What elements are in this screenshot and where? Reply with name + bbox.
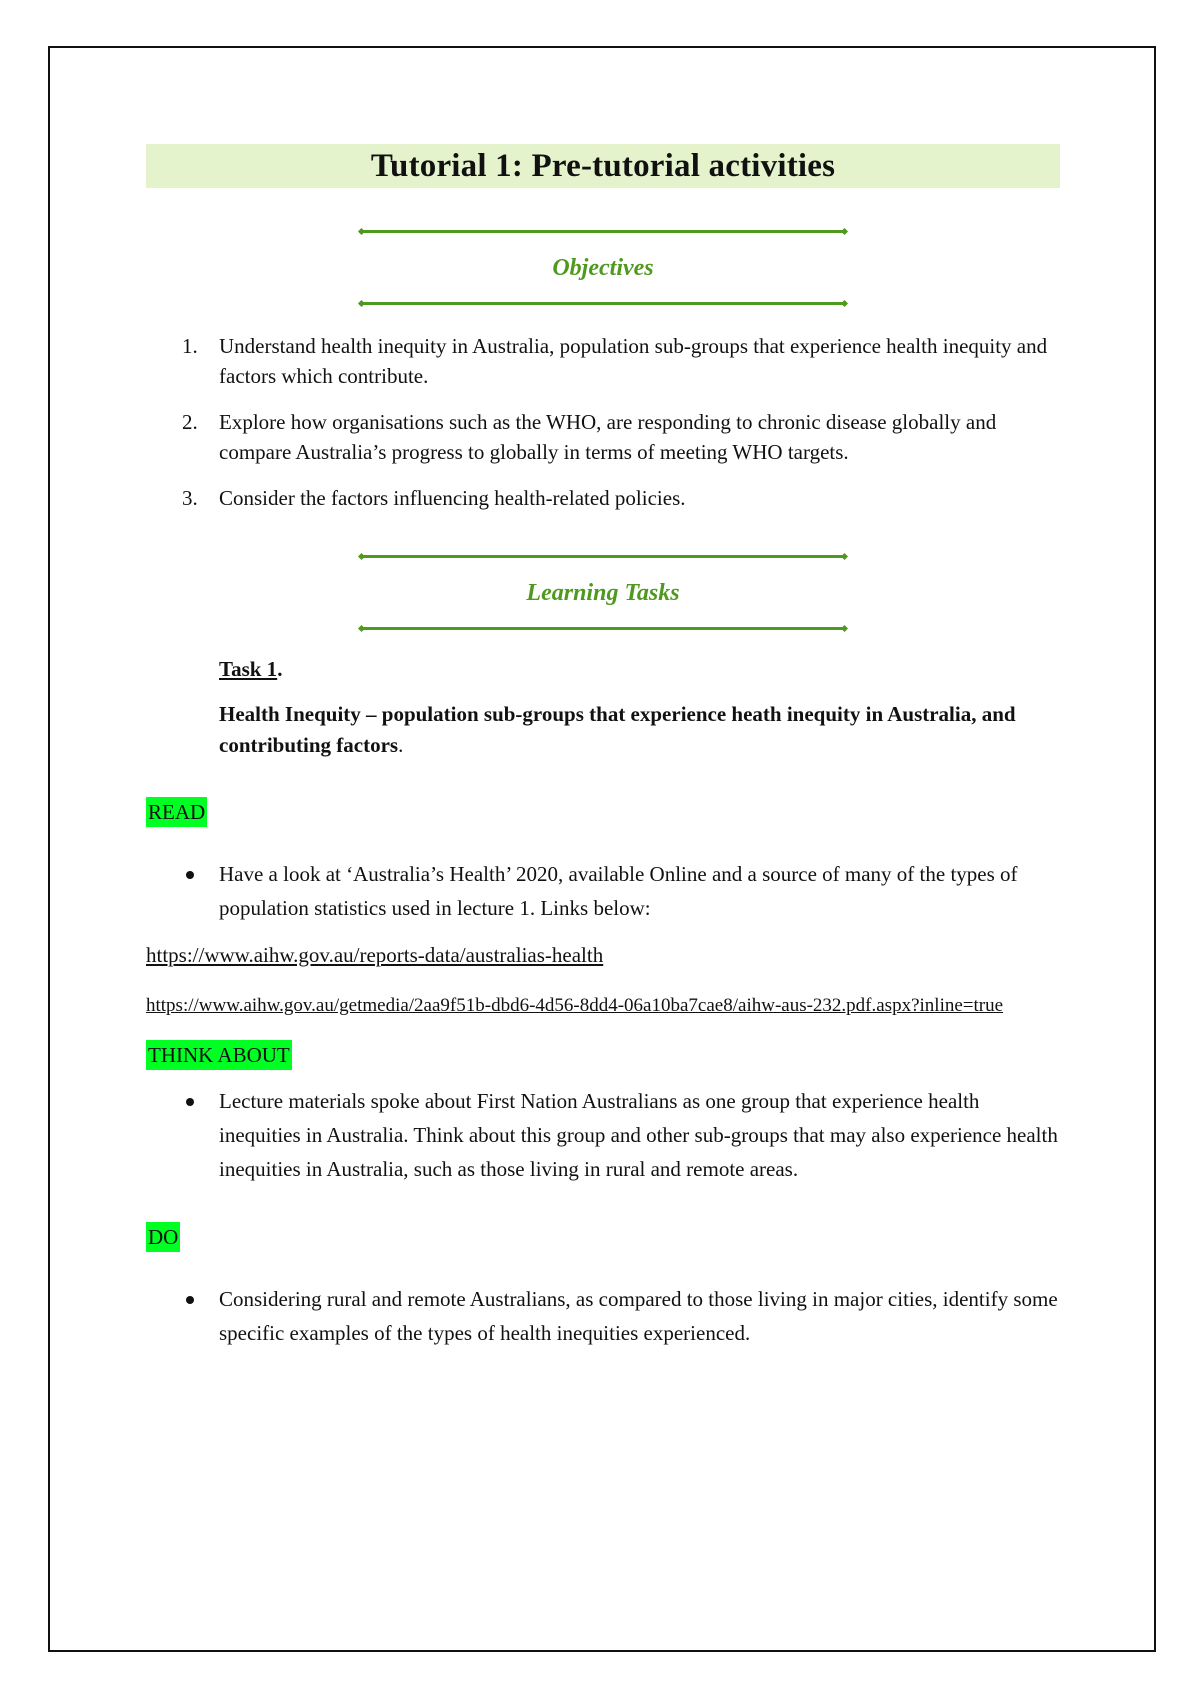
do-bullet [146, 1282, 1060, 1350]
item-text: Explore how organisations such as the WHO, are responding to chronic disease globally and compare Australia’s progress to globally in terms of meeting WHO targets. [219, 410, 997, 464]
do-section [146, 1222, 1060, 1350]
item-number: 2. [182, 410, 198, 434]
task-1-block [219, 654, 1060, 761]
page-title: Tutorial 1: Pre-tutorial activities [370, 147, 836, 184]
learning-tasks-heading: Learning Tasks [526, 580, 680, 606]
task-label-suffix: . [277, 657, 283, 681]
task-label: Task 1 [219, 657, 278, 681]
document-content [146, 144, 1060, 1350]
read-bullet [146, 857, 1060, 925]
objectives-header [361, 230, 845, 305]
think-bullet [146, 1084, 1060, 1186]
divider-bottom [361, 627, 845, 630]
do-tag: DO [146, 1222, 180, 1252]
link-row [146, 941, 1060, 969]
item-text: Consider the factors influencing health-related policies. [219, 486, 686, 510]
objectives-list [146, 331, 1060, 513]
think-about-tag: THINK ABOUT [146, 1040, 292, 1070]
australias-health-link[interactable]: https://www.aihw.gov.au/reports-data/australias-health [146, 943, 604, 967]
link-row [146, 991, 1060, 1020]
divider-top [361, 555, 845, 558]
bullet-text: Considering rural and remote Australians, as compared to those living in major cities, identify some specific examples of the types of health inequities experienced. [219, 1287, 1058, 1345]
bullet-text: Lecture materials spoke about First Nation Australians as one group that experience health inequities in Australia. Think about this group and other sub-groups that may also experience health inequities in Australia, such as those living in rural and remote areas. [219, 1089, 1058, 1181]
task-desc-suffix: . [398, 733, 404, 757]
divider-bottom [361, 302, 845, 305]
bullet-icon [186, 1296, 194, 1304]
read-section [146, 797, 1060, 1020]
list-item [146, 331, 1060, 391]
title-banner [146, 144, 1060, 188]
read-tag: READ [146, 797, 207, 827]
divider-top [361, 230, 845, 233]
list-item [146, 483, 1060, 513]
list-item [146, 407, 1060, 467]
objectives-heading: Objectives [552, 255, 654, 281]
bullet-text: Have a look at ‘Australia’s Health’ 2020, available Online and a source of many of the types of population statistics used in lecture 1. Links below: [219, 862, 1018, 920]
item-text: Understand health inequity in Australia, population sub-groups that experience health inequity and factors which contribute. [219, 334, 1048, 388]
bullet-icon [186, 871, 194, 879]
think-section [146, 1040, 1060, 1186]
bullet-icon [186, 1098, 194, 1106]
aihw-pdf-link[interactable]: https://www.aihw.gov.au/getmedia/2aa9f51b-dbd6-4d56-8dd4-06a10ba7cae8/aihw-aus-232.pdf.aspx?inline=true [146, 995, 1004, 1016]
task-description [219, 699, 1060, 761]
task-title [219, 654, 1060, 685]
task-desc-text: Health Inequity – population sub-groups that experience heath inequity in Australia, and contributing factors [219, 702, 1016, 757]
item-number: 3. [182, 486, 198, 510]
item-number: 1. [182, 334, 198, 358]
learning-tasks-header [361, 555, 845, 630]
